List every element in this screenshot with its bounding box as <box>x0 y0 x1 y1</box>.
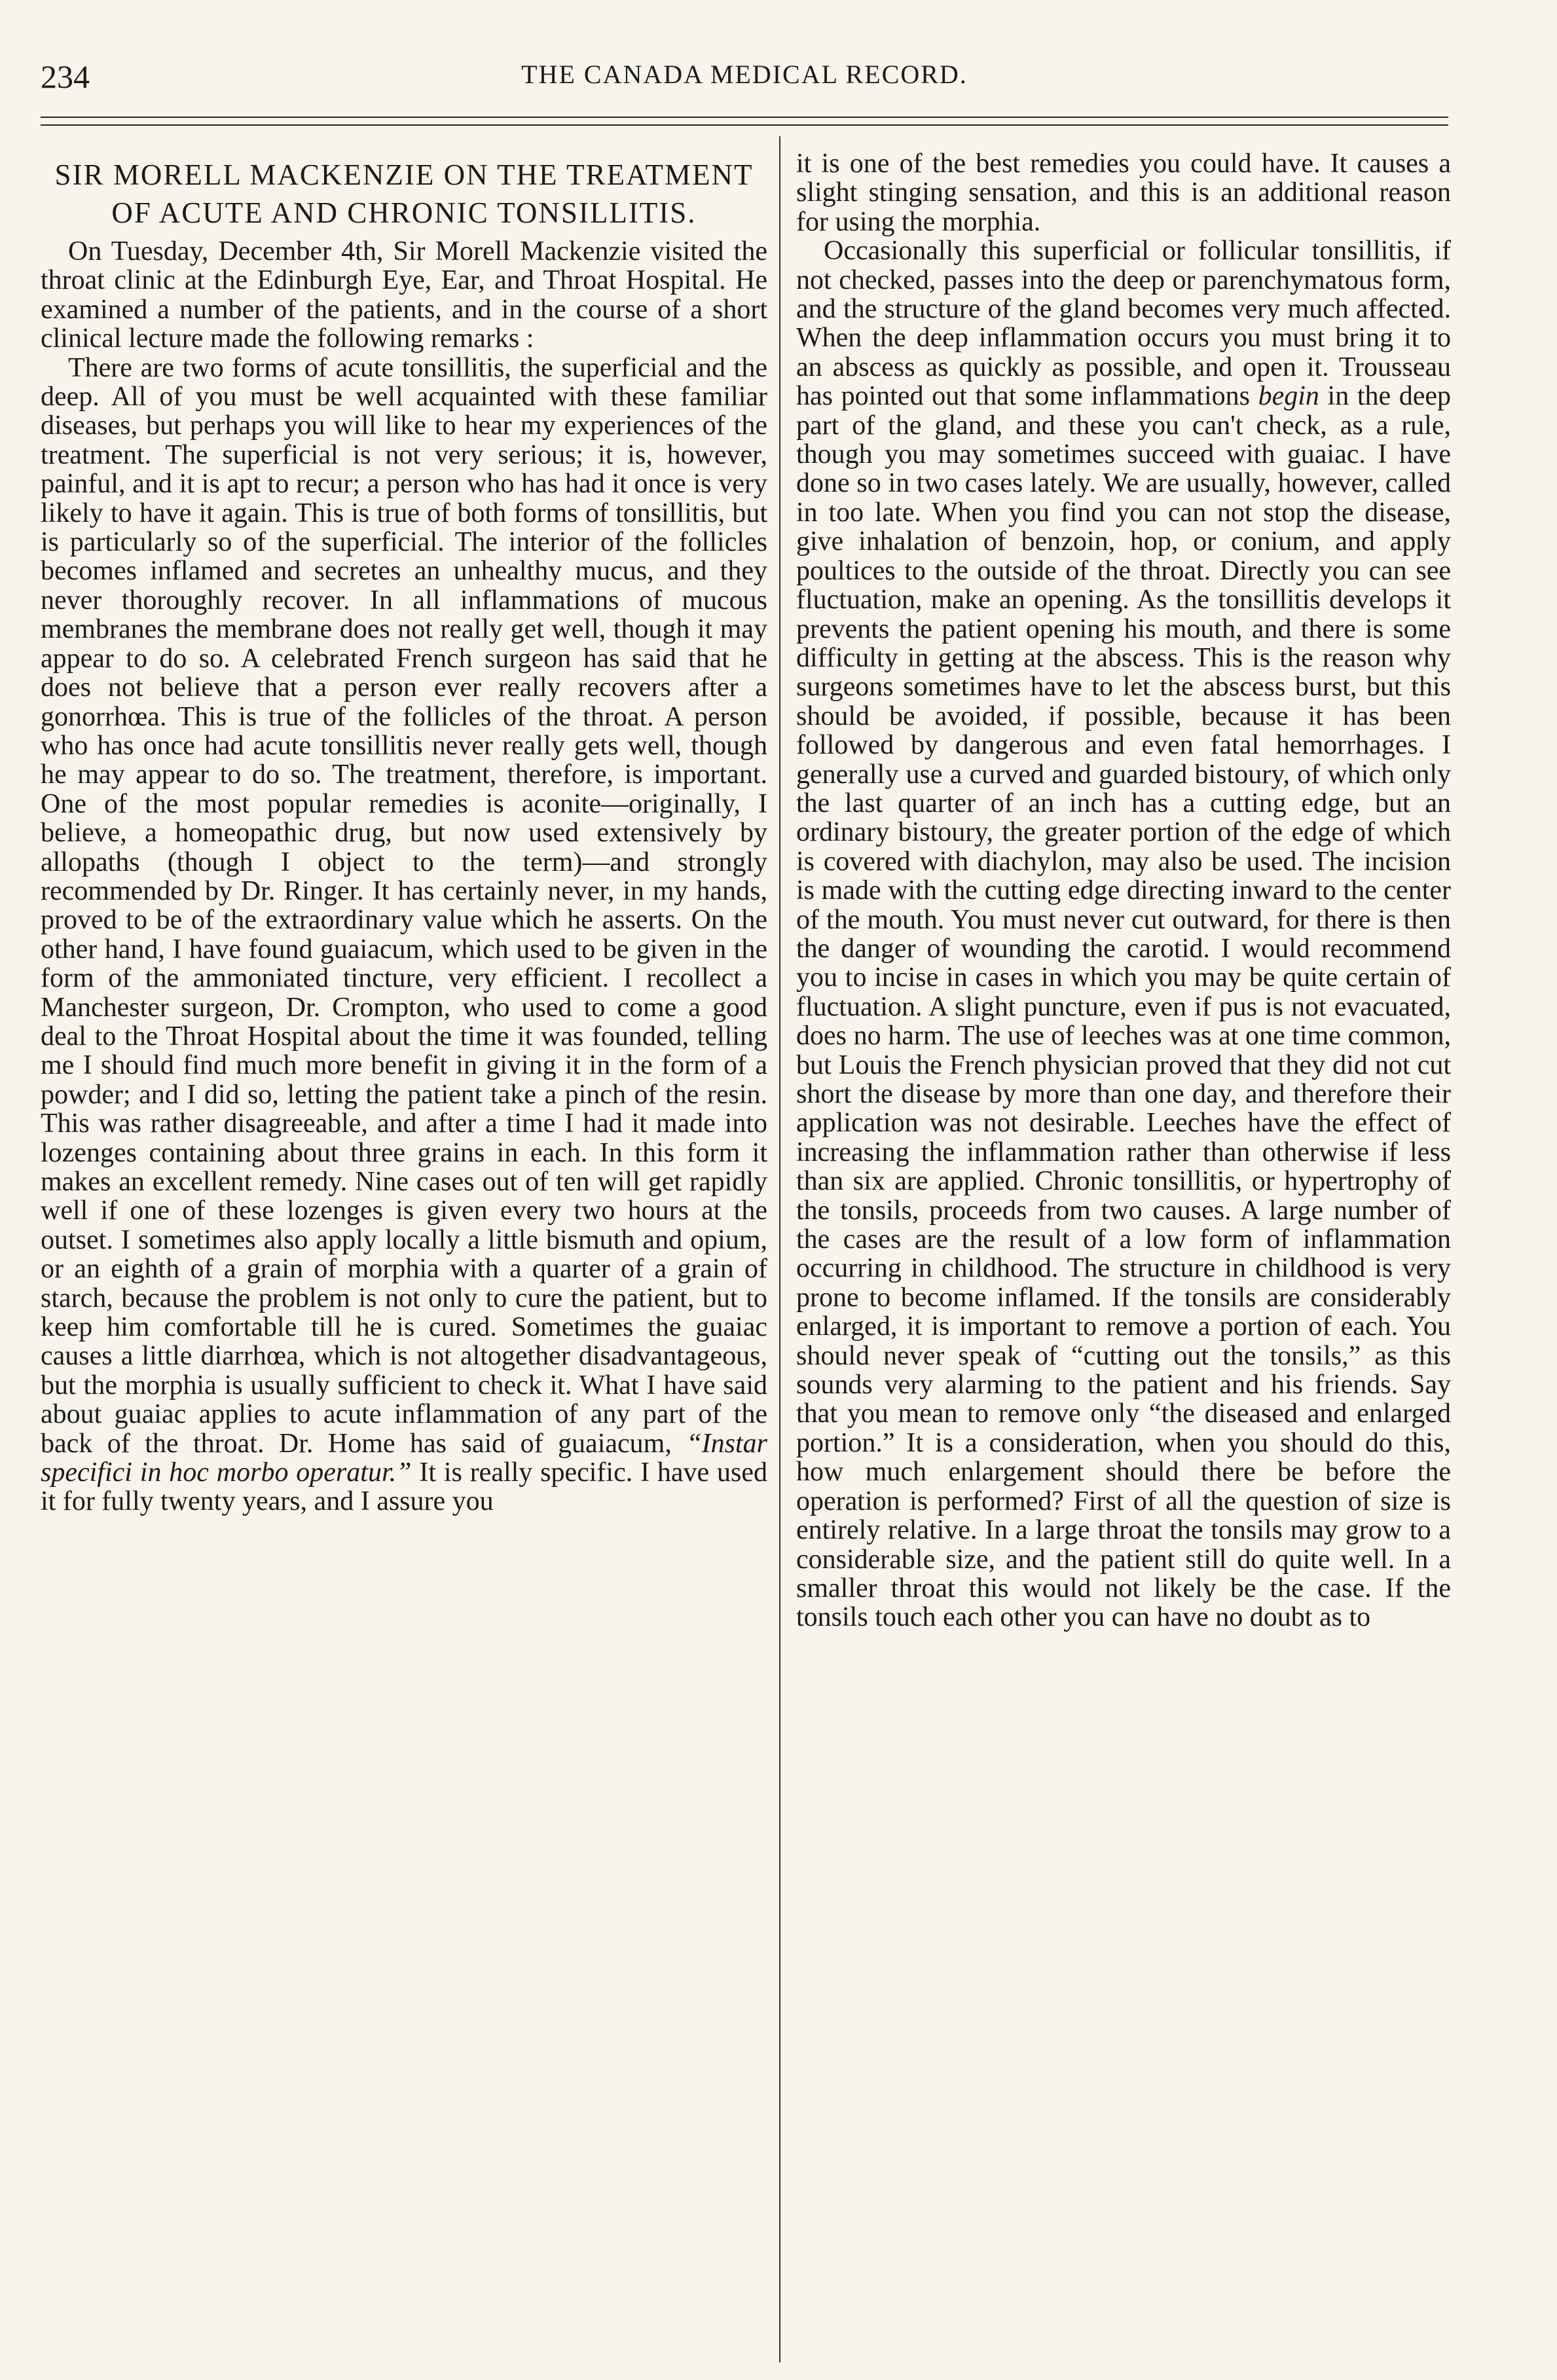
left-column <box>41 144 767 2370</box>
right-column <box>796 149 1451 2375</box>
body-paragraph: There are two forms of acute tonsillitis, the superficial and the deep. All of you must be well acquainted with these familiar diseases, but perhaps you will like to hear my experiences of the treatment. The superficial is not very serious; it is, however, painful, and it is apt to recur; a person who has had it once is very likely to have it again. This is true of both forms of tonsillitis, but is particularly so of the superficial. The interior of the follicles becomes inflamed and secretes an unhealthy mucus, and they never thoroughly recover. In all inflammations of mucous membranes the membrane does not really get well, though it may appear to do so. A celebrated French surgeon has said that he does not believe that a person ever really recovers after a gonorrhœa. This is true of the follicles of the throat. A person who has once had acute tonsillitis never really gets well, though he may appear to do so. The treatment, therefore, is important. One of the most popular remedies is aconite—originally, I believe, a homeopathic drug, but now used extensively by allopaths (though I object to the term)—and strongly recommended by Dr. Ringer. It has certainly never, in my hands, proved to be of the extraordinary value which he asserts. On the other hand, I have found guaiacum, which used to be given in the form of the ammoniated tincture, very efficient. I recollect a Manchester surgeon, Dr. Crompton, who used to come a good deal to the Throat Hospital about the time it was founded, telling me I should find much more benefit in giving it in the form of a powder; and I did so, letting the patient take a pinch of the resin. This was rather disagreeable, and after a time I had it made into lozenges containing about three grains in each. In this form it makes an excellent remedy. Nine cases out of ten will get rapidly well if one of these lozenges is given every two hours at the outset. I sometimes also apply locally a little bismuth and opium, or an eighth of a grain of morphia with a quarter of a grain of starch, because the problem is not only to cure the patient, but to keep him comfortable till he is cured. Sometimes the guaiac causes a little diarrhœa, which is not altogether disadvantageous, but the morphia is usually sufficient to check it. What I have said about guaiac applies to acute inflammation of any part of the back of the throat. Dr. Home has said of guaiacum, “Instar specifici in hoc morbo operatur.” It is really specific. I have used it for fully twenty years, and I assure you <box>41 352 767 1517</box>
body-paragraph: Occasionally this superficial or follicular tonsillitis, if not checked, passes into the deep or parenchymatous form, and the structure of the gland becomes very much affected. When the deep inflammation occurs you must bring it to an abscess as quickly as possible, and open it. Trousseau has pointed out that some inflammations begin in the deep part of the gland, and these you can't check, as a rule, though you may sometimes succeed with guaiac. I have done so in two cases lately. We are usually, however, called in too late. When you find you can not stop the disease, give inhalation of benzoin, hop, or conium, and apply poultices to the outside of the throat. Directly you can see fluctuation, make an opening. As the tonsillitis develops it prevents the patient opening his mouth, and there is some difficulty in getting at the abscess. This is the reason why surgeons sometimes have to let the abscess burst, but this should be avoided, if possible, because it has been followed by dangerous and even fatal hemorrhages. I generally use a curved and guarded bistoury, of which only the last quarter of an inch has a cutting edge, but an ordinary bistoury, the greater portion of the edge of which is covered with diachylon, may also be used. The incision is made with the cutting edge directing inward to the center of the mouth. You must never cut outward, for there is then the danger of wounding the carotid. I would recommend you to incise in cases in which you may be quite certain of fluctuation. A slight puncture, even if pus is not evacuated, does no harm. The use of leeches was at one time common, but Louis the French physician proved that they did not cut short the disease by more than one day, and therefore their application was not desirable. Leeches have the effect of increasing the inflammation rather than otherwise if less than six are applied. Chronic tonsillitis, or hypertrophy of the tonsils, proceeds from two causes. A large number of the cases are the result of a low form of inflammation occurring in childhood. The structure in childhood is very prone to become inflamed. If the tonsils are considerably enlarged, it is important to remove a portion of each. You should never speak of “cutting out the tonsils,” as this sounds very alarming to the patient and his friends. Say that you mean to remove only “the diseased and enlarged portion.” It is a consideration, when you should do this, how much enlargement should there be before the operation is performed? First of all the question of size is entirely relative. In a large throat the tonsils may grow to a considerable size, and the patient still do quite well. In a smaller throat this would not likely be the case. If the tonsils touch each other you can have no doubt as to <box>796 236 1451 1633</box>
latin-quote: “Instar specifici in hoc morbo operatur.” <box>41 1428 767 1488</box>
intro-paragraph: On Tuesday, December 4th, Sir Morell Mackenzie visited the throat clinic at the Edinburgh Eye, Ear, and Throat Hospital. He examined a number of the patients, and in the course of a short clinical lecture made the following remarks : <box>41 236 767 354</box>
header-rule <box>41 124 1448 126</box>
page-header <box>41 58 1448 103</box>
column-divider <box>779 136 780 2362</box>
body-paragraph: it is one of the best remedies you could have. It causes a slight stinging sensation, and this is an additional reason for using the morphia. <box>796 149 1451 237</box>
article-title: SIR MORELL MACKENZIE ON THE TREATMENT OF ACUTE AND CHRONIC TONSILLITIS. <box>54 158 754 229</box>
running-title: THE CANADA MEDICAL RECORD. <box>521 60 968 89</box>
page-number: 234 <box>41 58 90 95</box>
header-rule <box>41 117 1448 118</box>
emphasis: begin <box>1258 381 1319 412</box>
